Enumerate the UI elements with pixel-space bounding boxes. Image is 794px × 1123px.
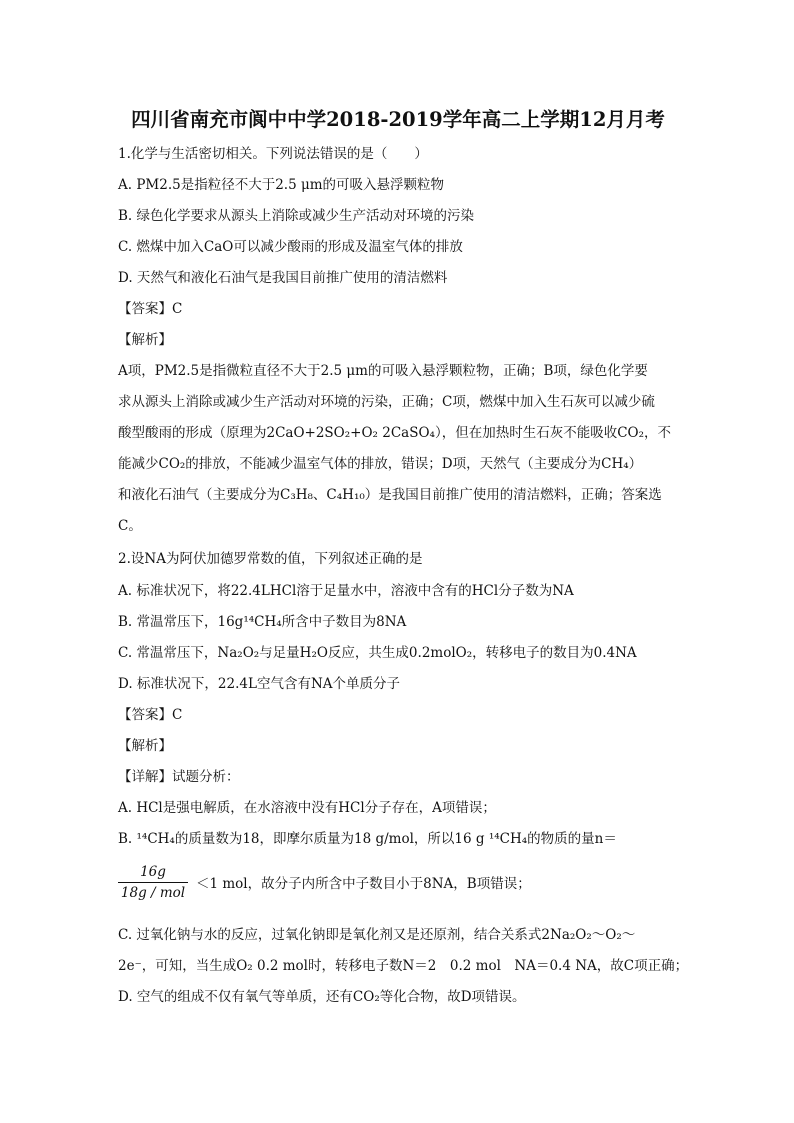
question-2-c-line: 2e⁻，可知，当生成O₂ 0.2 mol时，转移电子数N＝2 0.2 mol NA＝0.4 NA，故C项正确； <box>118 958 689 974</box>
question-2-detail-line: A. HCl是强电解质，在水溶液中没有HCl分子存在，A项错误； <box>118 800 496 816</box>
fraction-denominator: 18g / mol <box>120 885 186 901</box>
question-2-c-line: C. 过氧化钠与水的反应，过氧化钠即是氧化剂又是还原剂，结合关系式2Na₂O₂～O₂～ <box>118 927 636 943</box>
question-2-option-a: A. 标准状况下，将22.4LHCl溶于足量水中，溶液中含有的HCl分子数为NA <box>118 583 574 599</box>
question-1-option-d: D. 天然气和液化石油气是我国目前推广使用的清洁燃料 <box>118 270 448 286</box>
question-1-analysis-label: 【解析】 <box>118 332 172 348</box>
question-1-option-a: A. PM2.5是指粒径不大于2.5 μm的可吸入悬浮颗粒物 <box>118 177 445 193</box>
question-1-analysis-line: 能减少CO₂的排放，不能减少温室气体的排放，错误；D项，天然气（主要成分为CH₄） <box>118 456 643 472</box>
question-1-analysis-line: C。 <box>118 518 142 534</box>
question-2-stem: 2.设NA为阿伏加德罗常数的值，下列叙述正确的是 <box>118 551 423 567</box>
fraction <box>118 863 188 902</box>
question-2-d-line: D. 空气的组成不仅有氧气等单质，还有CO₂等化合物，故D项错误。 <box>118 989 526 1005</box>
question-1-analysis-line: A项，PM2.5是指微粒直径不大于2.5 μm的可吸入悬浮颗粒物，正确；B项，绿色化学要 <box>118 363 648 379</box>
question-1-analysis-line: 求从源头上消除或减少生产活动对环境的污染，正确；C项，燃煤中加入生石灰可以减少硫 <box>118 394 655 410</box>
question-2-option-b: B. 常温常压下，16g¹⁴CH₄所含中子数目为8NA <box>118 614 407 630</box>
question-1-option-c: C. 燃煤中加入CaO可以减少酸雨的形成及温室气体的排放 <box>118 239 463 255</box>
question-1-stem: 1.化学与生活密切相关。下列说法错误的是（ ） <box>118 146 428 162</box>
question-2-detail-label: 【详解】试题分析： <box>118 769 240 785</box>
question-2-option-c: C. 常温常压下，Na₂O₂与足量H₂O反应，共生成0.2molO₂，转移电子的数目为0.4NA <box>118 645 637 661</box>
question-1-answer: 【答案】C <box>118 301 183 317</box>
question-2-option-d: D. 标准状况下，22.4L空气含有NA个单质分子 <box>118 676 401 692</box>
fraction-bar <box>118 882 188 883</box>
question-1-analysis-line: 和液化石油气（主要成分为C₃H₈、C₄H₁₀）是我国目前推广使用的清洁燃料，正确；答案选 <box>118 487 662 503</box>
fraction-numerator: 16g <box>140 864 166 880</box>
page-title: 四川省南充市阆中中学2018-2019学年高二上学期12月月考 <box>131 108 665 131</box>
question-1-option-b: B. 绿色化学要求从源头上消除或减少生产活动对环境的污染 <box>118 208 475 224</box>
question-2-after-fraction: ＜1 mol，故分子内所含中子数目小于8NA，B项错误； <box>196 876 531 892</box>
question-2-analysis-label: 【解析】 <box>118 738 172 754</box>
question-1-analysis-line: 酸型酸雨的形成（原理为2CaO+2SO₂+O₂ 2CaSO₄），但在加热时生石灰不能吸收CO₂，不 <box>118 425 671 441</box>
question-2-detail-line: B. ¹⁴CH₄的质量数为18，即摩尔质量为18 g/mol，所以16 g ¹⁴CH₄的物质的量n＝ <box>118 831 617 847</box>
question-2-answer: 【答案】C <box>118 707 183 723</box>
